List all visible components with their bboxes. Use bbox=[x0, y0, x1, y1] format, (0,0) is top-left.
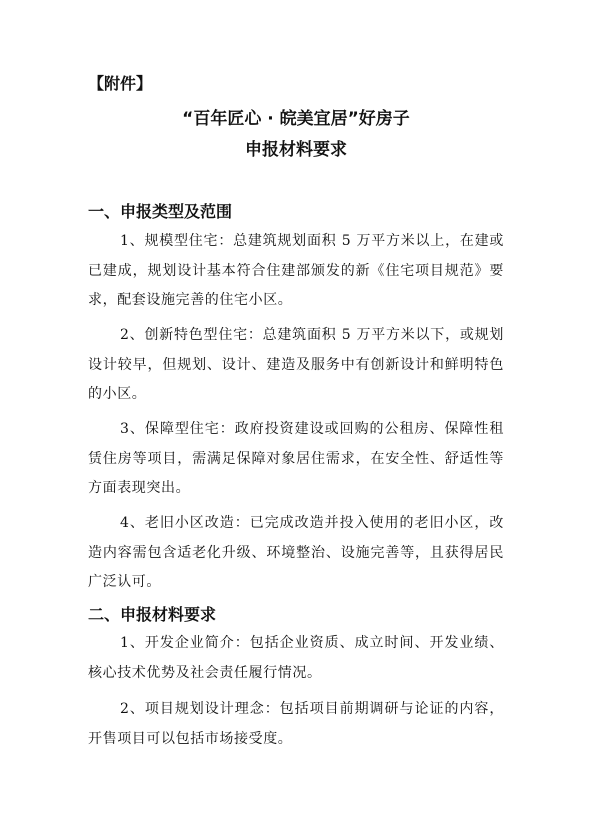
paragraph-innovative-housing: 2、创新特色型住宅：总建筑面积 5 万平方米以下，或规划设计较早，但规划、设计、建造及服务中有创新设计和鲜明特色的小区。 bbox=[88, 327, 504, 403]
paragraph-affordable-housing: 3、保障型住宅：政府投资建设或回购的公租房、保障性租赁住房等项目，需满足保障对象居住需求，在安全性、舒适性等方面表现突出。 bbox=[88, 421, 504, 497]
paragraph-design-concept: 2、项目规划设计理念：包括项目前期调研与论证的内容，开售项目可以包括市场接受度。 bbox=[88, 701, 504, 747]
attachment-label: 【附件】 bbox=[88, 74, 153, 93]
section-heading-scope: 一、申报类型及范围 bbox=[88, 202, 233, 221]
paragraph-old-community-renovation: 4、老旧小区改造：已完成改造并投入使用的老旧小区，改造内容需包含适老化升级、环境整治、设施完善等，且获得居民广泛认可。 bbox=[88, 515, 504, 591]
paragraph-large-scale-housing: 1、规模型住宅：总建筑规划面积 5 万平方米以上，在建或已建成，规划设计基本符合住建部颁发的新《住宅项目规范》要求，配套设施完善的住宅小区。 bbox=[88, 233, 504, 309]
section-heading-materials: 二、申报材料要求 bbox=[88, 605, 217, 624]
document-subtitle: 申报材料要求 bbox=[245, 140, 347, 160]
paragraph-developer-profile: 1、开发企业简介：包括企业资质、成立时间、开发业绩、核心技术优势及社会责任履行情况。 bbox=[88, 635, 504, 681]
document-title: “百年匠心 · 皖美宜居”好房子 bbox=[182, 109, 410, 129]
